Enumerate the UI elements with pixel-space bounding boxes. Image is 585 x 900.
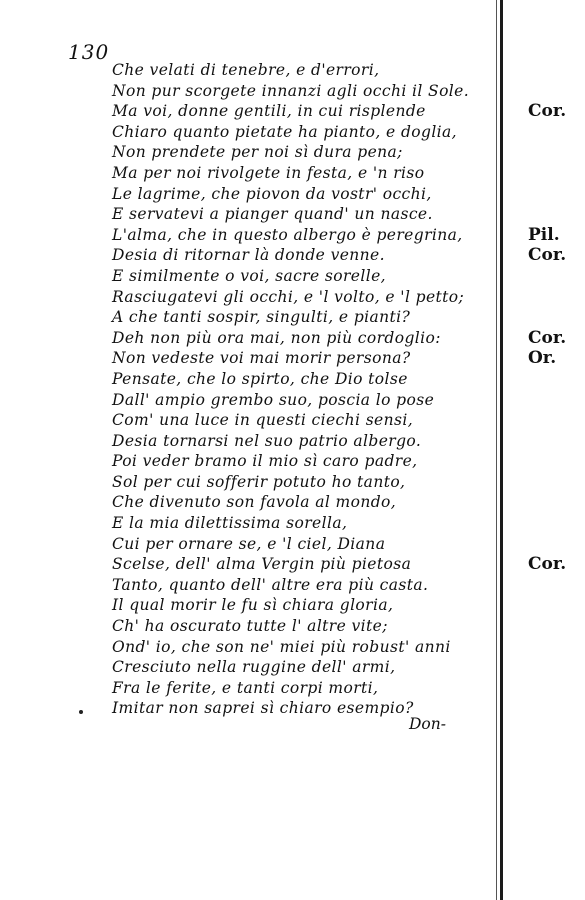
- verse-line: E servatevi a pianger quand' un nasce.: [112, 205, 433, 224]
- verse-line: Rasciugatevi gli occhi, e 'l volto, e 'l petto;: [112, 287, 465, 306]
- verse-list: [112, 60, 482, 719]
- speaker-label: Or.: [528, 348, 557, 369]
- verse-line: Non prendete per noi sì dura pena;: [112, 143, 403, 162]
- verse-line: Desia di ritornar là donde venne.: [112, 246, 385, 265]
- speaker-label: Cor.: [528, 327, 567, 348]
- verse-line: Ch' ha oscurato tutte l' altre vite;: [112, 617, 388, 636]
- verse-line: Che velati di tenebre, e d'errori,: [112, 61, 380, 79]
- verse-line: Fra le ferite, e tanti corpi morti,: [112, 678, 379, 697]
- verse-line: Cresciuto nella ruggine dell' armi,: [112, 658, 396, 677]
- verse-line: Cui per ornare se, e 'l ciel, Diana: [112, 534, 386, 553]
- speaker-label: Cor.: [528, 554, 567, 575]
- speaker-label: Cor.: [528, 245, 567, 266]
- verse-line: Deh non più ora mai, non più cordoglio:: [112, 328, 441, 347]
- verse-line: A che tanti sospir, singulti, e pianti?: [112, 308, 411, 327]
- verse-line: Chiaro quanto pietate ha pianto, e doglia,: [112, 122, 458, 141]
- verse-line: Imitar non saprei sì chiaro esempio?: [112, 699, 414, 718]
- verse-line: Ma per noi rivolgete in festa, e 'n riso: [112, 163, 425, 182]
- verse-line: Com' una luce in questi ciechi sensi,: [112, 411, 414, 430]
- verse-line: Pensate, che lo spirto, che Dio tolse: [112, 369, 408, 388]
- verse-line: E similmente o voi, sacre sorelle,: [112, 266, 386, 285]
- verse-line: Non pur scorgete innanzi agli occhi il Sole.: [112, 81, 470, 100]
- gutter-shadow: [496, 0, 497, 900]
- page-number: 130: [68, 40, 110, 64]
- verse-line: Sol per cui sofferir potuto ho tanto,: [112, 472, 406, 491]
- verse-line: Poi veder bramo il mio sì caro padre,: [112, 452, 418, 471]
- verse-line: Desia tornarsi nel suo patrio albergo.: [112, 431, 422, 450]
- margin-mark: [79, 710, 83, 714]
- gutter-edge: [500, 0, 503, 900]
- verse-line: Non vedeste voi mai morir persona?: [112, 349, 411, 368]
- verse-line: Scelse, dell' alma Vergin più pietosa: [112, 555, 412, 574]
- verse-line: Tanto, quanto dell' altre era più casta.: [112, 575, 429, 594]
- verse-line: Dall' ampio grembo suo, poscia lo pose: [112, 390, 435, 409]
- speaker-label: Cor.: [528, 101, 567, 122]
- verse-line: Ma voi, donne gentili, in cui risplende: [112, 102, 426, 121]
- verse-line: E la mia dilettissima sorella,: [112, 514, 348, 533]
- speaker-label: Pil.: [528, 224, 560, 245]
- catchword: Don-: [409, 715, 446, 733]
- verse-line: L'alma, che in questo albergo è peregrina,: [112, 225, 463, 244]
- verse-line: Che divenuto son favola al mondo,: [112, 493, 397, 512]
- verse-line: Ond' io, che son ne' miei più robust' anni: [112, 637, 451, 656]
- verse-line: Il qual morir le fu sì chiara gloria,: [112, 596, 394, 615]
- verse-line: Le lagrime, che piovon da vostr' occhi,: [112, 184, 432, 203]
